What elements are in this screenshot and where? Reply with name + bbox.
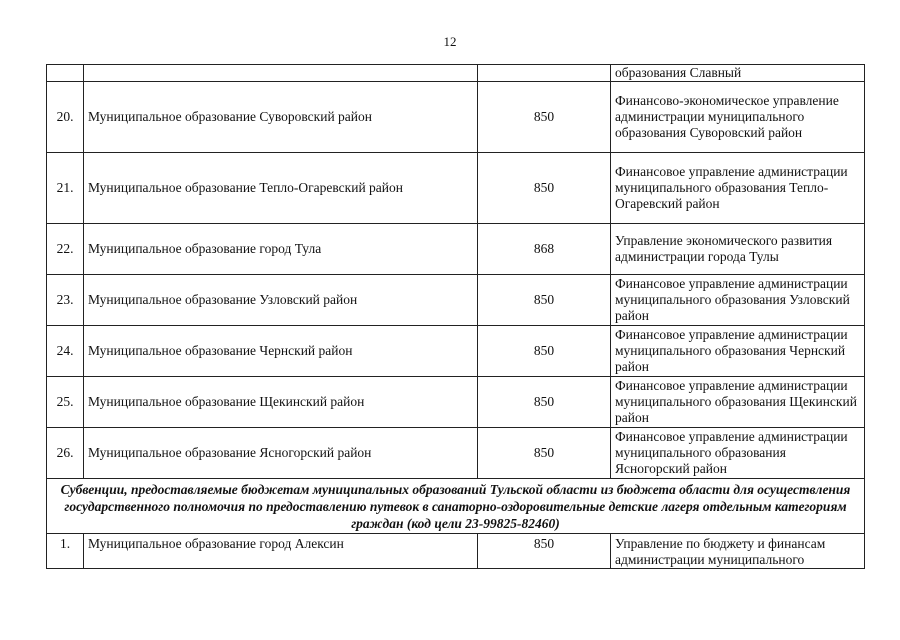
municipality-name: Муниципальное образование Чернский район: [84, 326, 478, 377]
municipality-name: [84, 65, 478, 82]
administrator-name: Управление по бюджету и финансам администрации муниципального: [611, 534, 865, 569]
administrator-name: Финансовое управление администрации муниципального образования Щекинский район: [611, 377, 865, 428]
table-row: [47, 224, 865, 275]
row-number: 23.: [47, 275, 84, 326]
page-number: 12: [443, 34, 457, 49]
row-number: 22.: [47, 224, 84, 275]
table-row: [47, 377, 865, 428]
administrator-name: Финансовое управление администрации муниципального образования Чернский район: [611, 326, 865, 377]
table-row-continuation: [47, 65, 865, 82]
budget-code: 850: [478, 326, 611, 377]
row-number: [47, 65, 84, 82]
row-number: 26.: [47, 428, 84, 479]
administrator-name: Финансовое управление администрации муниципального образования Узловский район: [611, 275, 865, 326]
table-row: [47, 82, 865, 153]
administrator-name: Финансово-экономическое управление администрации муниципального образования Суворовский район: [611, 82, 865, 153]
budget-code: [478, 65, 611, 82]
municipality-name: Муниципальное образование Тепло-Огаревский район: [84, 153, 478, 224]
table-row: [47, 428, 865, 479]
budget-code: 868: [478, 224, 611, 275]
budget-code: 850: [478, 153, 611, 224]
administrator-name: Финансовое управление администрации муниципального образования Ясногорский район: [611, 428, 865, 479]
municipality-name: Муниципальное образование Узловский район: [84, 275, 478, 326]
municipality-name: Муниципальное образование Щекинский район: [84, 377, 478, 428]
municipality-name: Муниципальное образование Суворовский район: [84, 82, 478, 153]
municipality-name: Муниципальное образование город Алексин: [84, 534, 478, 569]
budget-code: 850: [478, 82, 611, 153]
table-row: [47, 326, 865, 377]
table-row: [47, 534, 865, 569]
municipality-name: Муниципальное образование Ясногорский район: [84, 428, 478, 479]
budget-code: 850: [478, 377, 611, 428]
row-number: 25.: [47, 377, 84, 428]
table-row: [47, 275, 865, 326]
administrator-name: Финансовое управление администрации муниципального образования Тепло-Огаревский район: [611, 153, 865, 224]
row-number: 21.: [47, 153, 84, 224]
budget-code: 850: [478, 275, 611, 326]
budget-code: 850: [478, 534, 611, 569]
section-heading-row: [47, 479, 865, 534]
administrator-name: образования Славный: [611, 65, 865, 82]
table-row: [47, 153, 865, 224]
budget-table: [46, 64, 865, 569]
row-number: 1.: [47, 534, 84, 569]
administrator-name: Управление экономического развития администрации города Тулы: [611, 224, 865, 275]
row-number: 24.: [47, 326, 84, 377]
section-heading: Субвенции, предоставляемые бюджетам муниципальных образований Тульской области из бюджета области для осуществления государственного полномочия по предоставлению путевок в санаторно-оздоровительные детские лагеря отдельным категориям граждан (код цели 23-99825-82460): [47, 479, 865, 534]
budget-code: 850: [478, 428, 611, 479]
municipality-name: Муниципальное образование город Тула: [84, 224, 478, 275]
row-number: 20.: [47, 82, 84, 153]
